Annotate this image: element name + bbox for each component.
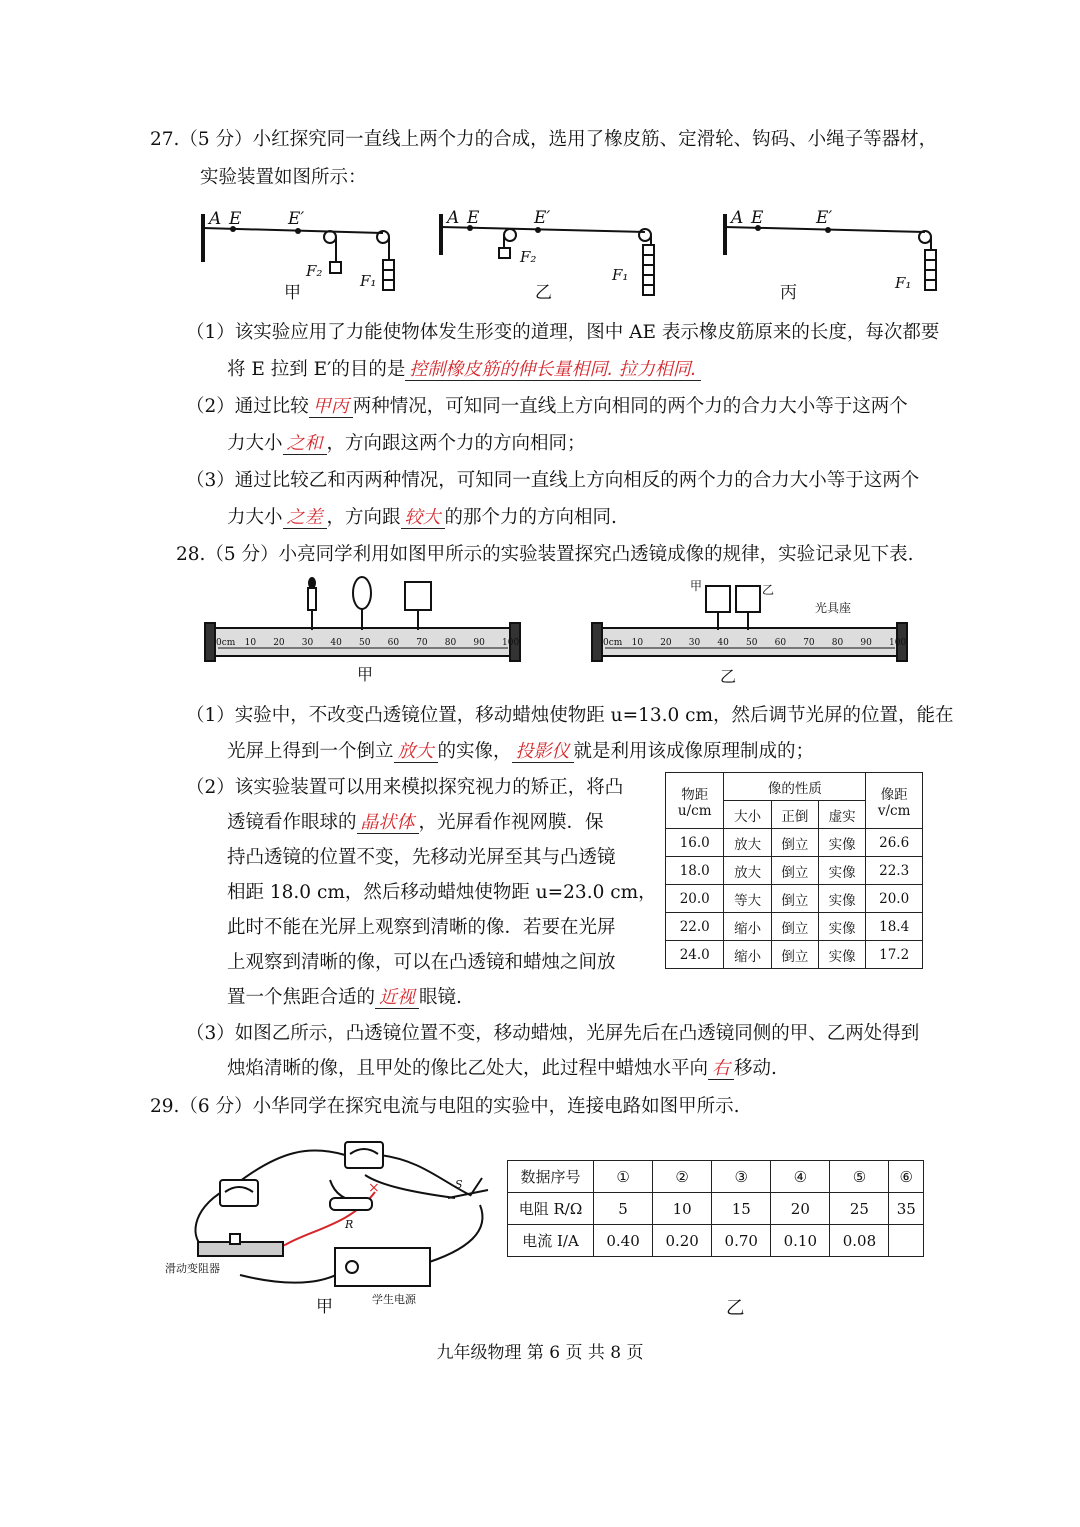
- q27-p2-answer1: 甲丙: [309, 396, 353, 418]
- t2-cell: 0.20: [653, 1225, 712, 1257]
- fig28-screen-jia: 甲: [690, 579, 703, 593]
- fig27-F1-a: F₁: [360, 272, 377, 290]
- ruler-tick-label: 60: [387, 638, 400, 648]
- t1-h-prop: 像的性质: [724, 773, 866, 801]
- q28-data-table: [665, 772, 923, 969]
- t2-cell: 15: [712, 1193, 771, 1225]
- ruler-tick-label: 50: [746, 638, 758, 648]
- t1-cell: 缩小: [724, 913, 771, 941]
- q28-p3-a: （3）如图乙所示，凸透镜位置不变，移动蜡烛，光屏先后在凸透镜同侧的甲、乙两处得到: [186, 1023, 920, 1044]
- q27-p1-b: 将 E 拉到 E′的目的是: [227, 359, 406, 380]
- t2-cell: 20: [771, 1193, 830, 1225]
- t1-cell: 倒立: [771, 857, 818, 885]
- ruler-tick-label: 70: [416, 638, 428, 648]
- t2-cell: 5: [594, 1193, 653, 1225]
- ruler-tick-label: 0cm: [603, 638, 623, 648]
- q28-stem: 28.（5 分）小亮同学利用如图甲所示的实验装置探究凸透镜成像的规律，实验记录见下表.: [176, 544, 914, 565]
- t2-cell: ②: [653, 1161, 712, 1193]
- t2-cell: 0.08: [830, 1225, 889, 1257]
- page-footer: 九年级物理 第 6 页 共 8 页: [436, 1343, 644, 1363]
- ruler-tick-label: 40: [717, 638, 729, 648]
- q27-p2-line1: [186, 395, 908, 419]
- t1-cell: 实像: [819, 829, 866, 857]
- fig27-label-A3: A: [731, 208, 744, 228]
- fig29-caption-jia: 甲: [316, 1297, 333, 1317]
- ruler-tick-label: 90: [473, 638, 485, 648]
- t2-cell: ①: [594, 1161, 653, 1193]
- q28-p2-l3: 相距 18.0 cm，然后移动蜡烛使物距 u=23.0 cm，: [227, 882, 657, 903]
- t1-cell: 18.4: [866, 913, 923, 941]
- q28-p3-b: 烛焰清晰的像，且甲处的像比乙处大，此过程中蜡烛水平向: [227, 1058, 709, 1079]
- q28-p1-c: 的实像，: [437, 741, 512, 762]
- t1-h-u2: u/cm: [677, 802, 712, 819]
- q28-p1-a: （1）实验中，不改变凸透镜位置，移动蜡烛使物距 u=13.0 cm，然后调节光屏的位置，能在: [186, 705, 954, 726]
- q27-p1-answer: 控制橡皮筋的伸长量相同. 拉力相同.: [405, 359, 700, 381]
- table-row: [666, 829, 923, 857]
- q27-p2-b: 两种情况，可知同一直线上方向相同的两个力的合力大小等于这两个: [352, 396, 908, 417]
- q29-stem: 29.（6 分）小华同学在探究电流与电阻的实验中，连接电路如图甲所示.: [150, 1096, 740, 1117]
- t1-cell: 20.0: [666, 885, 724, 913]
- fig27-caption-yi: 乙: [535, 283, 552, 303]
- fig28-bench-label: 光具座: [815, 601, 852, 615]
- t1-cell: 实像: [819, 913, 866, 941]
- t2-h-R: 电阻 R/Ω: [508, 1193, 594, 1225]
- q28-p1-line2: [227, 740, 814, 764]
- fig27-label-E2: E: [467, 208, 480, 228]
- t1-cell: 放大: [724, 857, 771, 885]
- t2-cell: 35: [889, 1193, 924, 1225]
- ruler-tick-label: 20: [660, 638, 672, 648]
- q27-p3-answer1: 之差: [283, 507, 327, 529]
- q29-data-table: [507, 1160, 924, 1257]
- q28-p2-l6-text: 置一个焦距合适的: [227, 987, 376, 1008]
- q28-figure: [0, 578, 1080, 688]
- t1-cell: 实像: [819, 941, 866, 969]
- t2-cell: 0.70: [712, 1225, 771, 1257]
- fig29-S-label: S: [455, 1178, 463, 1191]
- fig27-label-E3: E: [751, 208, 764, 228]
- t2-cell: 0.40: [594, 1225, 653, 1257]
- fig27-F1-c: F₁: [895, 274, 912, 292]
- q27-p3-c: ，方向跟: [326, 507, 401, 528]
- fig27-label-Ep3: E′: [816, 208, 833, 228]
- ruler-tick-label: 80: [831, 638, 844, 648]
- q28-p2-answer1: 晶状体: [357, 812, 419, 834]
- t1-cell: 实像: [819, 885, 866, 913]
- q28-p2-l4: 此时不能在光屏上观察到清晰的像．若要在光屏: [227, 917, 616, 938]
- q29-circuit-figure: [0, 1130, 520, 1320]
- ruler-tick-label: 90: [860, 638, 872, 648]
- q27-p3-a: （3）通过比较乙和丙两种情况，可知同一直线上方向相反的两个力的合力大小等于这两个: [186, 470, 920, 491]
- q27-stem-2: 实验装置如图所示：: [200, 167, 367, 188]
- fig27-label-A1: A: [209, 209, 222, 229]
- q27-p2-a: （2）通过比较: [186, 396, 309, 417]
- t2-h-seq: 数据序号: [508, 1161, 594, 1193]
- t1-cell: 实像: [819, 857, 866, 885]
- q28-p2-answer2: 近视: [375, 987, 419, 1009]
- fig27-caption-bing: 丙: [780, 283, 797, 303]
- t1-cell: 26.6: [866, 829, 923, 857]
- t1-h-type: 虚实: [819, 801, 866, 829]
- q28-p2-after2: 眼镜.: [419, 987, 462, 1008]
- table-row: [666, 885, 923, 913]
- table-row: [666, 913, 923, 941]
- t2-cell: [889, 1225, 924, 1257]
- q28-p1-b: 光屏上得到一个倒立: [227, 741, 394, 762]
- fig29-rheostat-label: 滑动变阻器: [165, 1262, 220, 1275]
- ruler-tick-label: 70: [803, 638, 815, 648]
- ruler-tick-label: 100: [502, 638, 520, 648]
- t1-h-u1: 物距: [681, 786, 709, 803]
- ruler-tick-label: 10: [631, 638, 644, 648]
- fig27-caption-jia: 甲: [284, 283, 301, 303]
- table-row: [508, 1161, 924, 1193]
- t1-cell: 17.2: [866, 941, 923, 969]
- t1-cell: 20.0: [866, 885, 923, 913]
- t2-cell: 10: [653, 1193, 712, 1225]
- t1-h-u: [666, 773, 724, 829]
- q28-p2-l1-text: 透镜看作眼球的: [227, 812, 357, 833]
- ruler-tick-label: 0cm: [216, 638, 236, 648]
- fig27-F2-b: F₂: [520, 248, 537, 266]
- t1-cell: 缩小: [724, 941, 771, 969]
- t2-h-I: 电流 I/A: [508, 1225, 594, 1257]
- ruler-tick-label: 30: [688, 638, 701, 648]
- q28-p2-l1: [227, 811, 604, 835]
- table-row: [508, 1193, 924, 1225]
- q27-p3-line2: [227, 506, 617, 530]
- q28-p3-c: 移动.: [734, 1058, 777, 1079]
- t1-cell: 18.0: [666, 857, 724, 885]
- q27-stem-1: 27.（5 分）小红探究同一直线上两个力的合成，选用了橡皮筋、定滑轮、钩码、小绳子等器材，: [150, 129, 938, 150]
- q27-p1-a: （1）该实验应用了力能使物体发生形变的道理，图中 AE 表示橡皮筋原来的长度，每次都要: [186, 322, 940, 343]
- q29-caption-yi: 乙: [726, 1298, 745, 1319]
- table-row: [666, 941, 923, 969]
- t1-cell: 22.3: [866, 857, 923, 885]
- t1-cell: 倒立: [771, 941, 818, 969]
- t1-h-v2: v/cm: [877, 802, 911, 819]
- t1-h-size: 大小: [724, 801, 771, 829]
- t1-cell: 倒立: [771, 885, 818, 913]
- fig27-label-E1: E: [229, 209, 242, 229]
- t1-cell: 22.0: [666, 913, 724, 941]
- q28-p2-l2: 持凸透镜的位置不变，先移动光屏至其与凸透镜: [227, 847, 616, 868]
- q27-p2-d: ，方向跟这两个力的方向相同；: [326, 433, 586, 454]
- svg-text:×: ×: [368, 1180, 380, 1196]
- ruler-tick-label: 40: [330, 638, 342, 648]
- t2-cell: 25: [830, 1193, 889, 1225]
- q27-p3-answer2: 较大: [401, 507, 445, 529]
- t2-cell: ④: [771, 1161, 830, 1193]
- fig28-caption-yi: 乙: [720, 667, 737, 686]
- q28-p2-l0: （2）该实验装置可以用来模拟探究视力的矫正，将凸: [186, 777, 624, 798]
- q28-p1-d: 就是利用该成像原理制成的；: [573, 741, 815, 762]
- t1-cell: 24.0: [666, 941, 724, 969]
- q28-p3-line2: [227, 1057, 777, 1081]
- fig28-caption-jia: 甲: [357, 665, 374, 684]
- q28-p2-after1: ，光屏看作视网膜．保: [418, 812, 604, 833]
- t1-cell: 放大: [724, 829, 771, 857]
- q28-p2-l6: [227, 986, 462, 1010]
- fig29-R-label: R: [345, 1218, 354, 1231]
- ruler-tick-label: 50: [359, 638, 371, 648]
- t2-cell: ⑤: [830, 1161, 889, 1193]
- t2-cell: 0.10: [771, 1225, 830, 1257]
- ruler-tick-label: 60: [774, 638, 787, 648]
- fig27-label-A2: A: [447, 208, 460, 228]
- t1-cell: 16.0: [666, 829, 724, 857]
- q28-p1-answer1: 放大: [394, 741, 438, 763]
- t1-h-v1: 像距: [880, 786, 908, 803]
- table-row: [666, 857, 923, 885]
- t1-h-v: [866, 773, 923, 829]
- fig27-F1-b: F₁: [612, 266, 629, 284]
- t1-cell: 倒立: [771, 829, 818, 857]
- t2-cell: ⑥: [889, 1161, 924, 1193]
- fig29-power-label: 学生电源: [372, 1293, 416, 1306]
- q27-p3-b: 力大小: [227, 507, 283, 528]
- fig27-F2-a: F₂: [306, 262, 323, 280]
- ruler-tick-label: 100: [889, 638, 907, 648]
- table-row: [508, 1225, 924, 1257]
- q28-p3-answer: 右: [708, 1058, 734, 1080]
- q27-p3-d: 的那个力的方向相同.: [444, 507, 617, 528]
- ruler-tick-label: 80: [444, 638, 457, 648]
- ruler-tick-label: 30: [301, 638, 314, 648]
- t1-cell: 等大: [724, 885, 771, 913]
- t1-cell: 倒立: [771, 913, 818, 941]
- t1-h-orient: 正倒: [771, 801, 818, 829]
- t2-cell: ③: [712, 1161, 771, 1193]
- q28-p2-l5: 上观察到清晰的像，可以在凸透镜和蜡烛之间放: [227, 952, 616, 973]
- fig27-label-Ep1: E′: [288, 209, 305, 229]
- q27-figure: [0, 200, 1080, 305]
- fig27-label-Ep2: E′: [534, 208, 551, 228]
- ruler-tick-label: 20: [273, 638, 285, 648]
- fig28-screen-yi: 乙: [762, 583, 775, 597]
- q28-p1-answer2: 投影仪: [512, 741, 574, 763]
- q27-p2-c: 力大小: [227, 433, 283, 454]
- q27-p1-line2: [227, 358, 701, 382]
- q27-p2-line2: [227, 432, 586, 456]
- ruler-tick-label: 10: [244, 638, 257, 648]
- q27-p2-answer2: 之和: [283, 433, 327, 455]
